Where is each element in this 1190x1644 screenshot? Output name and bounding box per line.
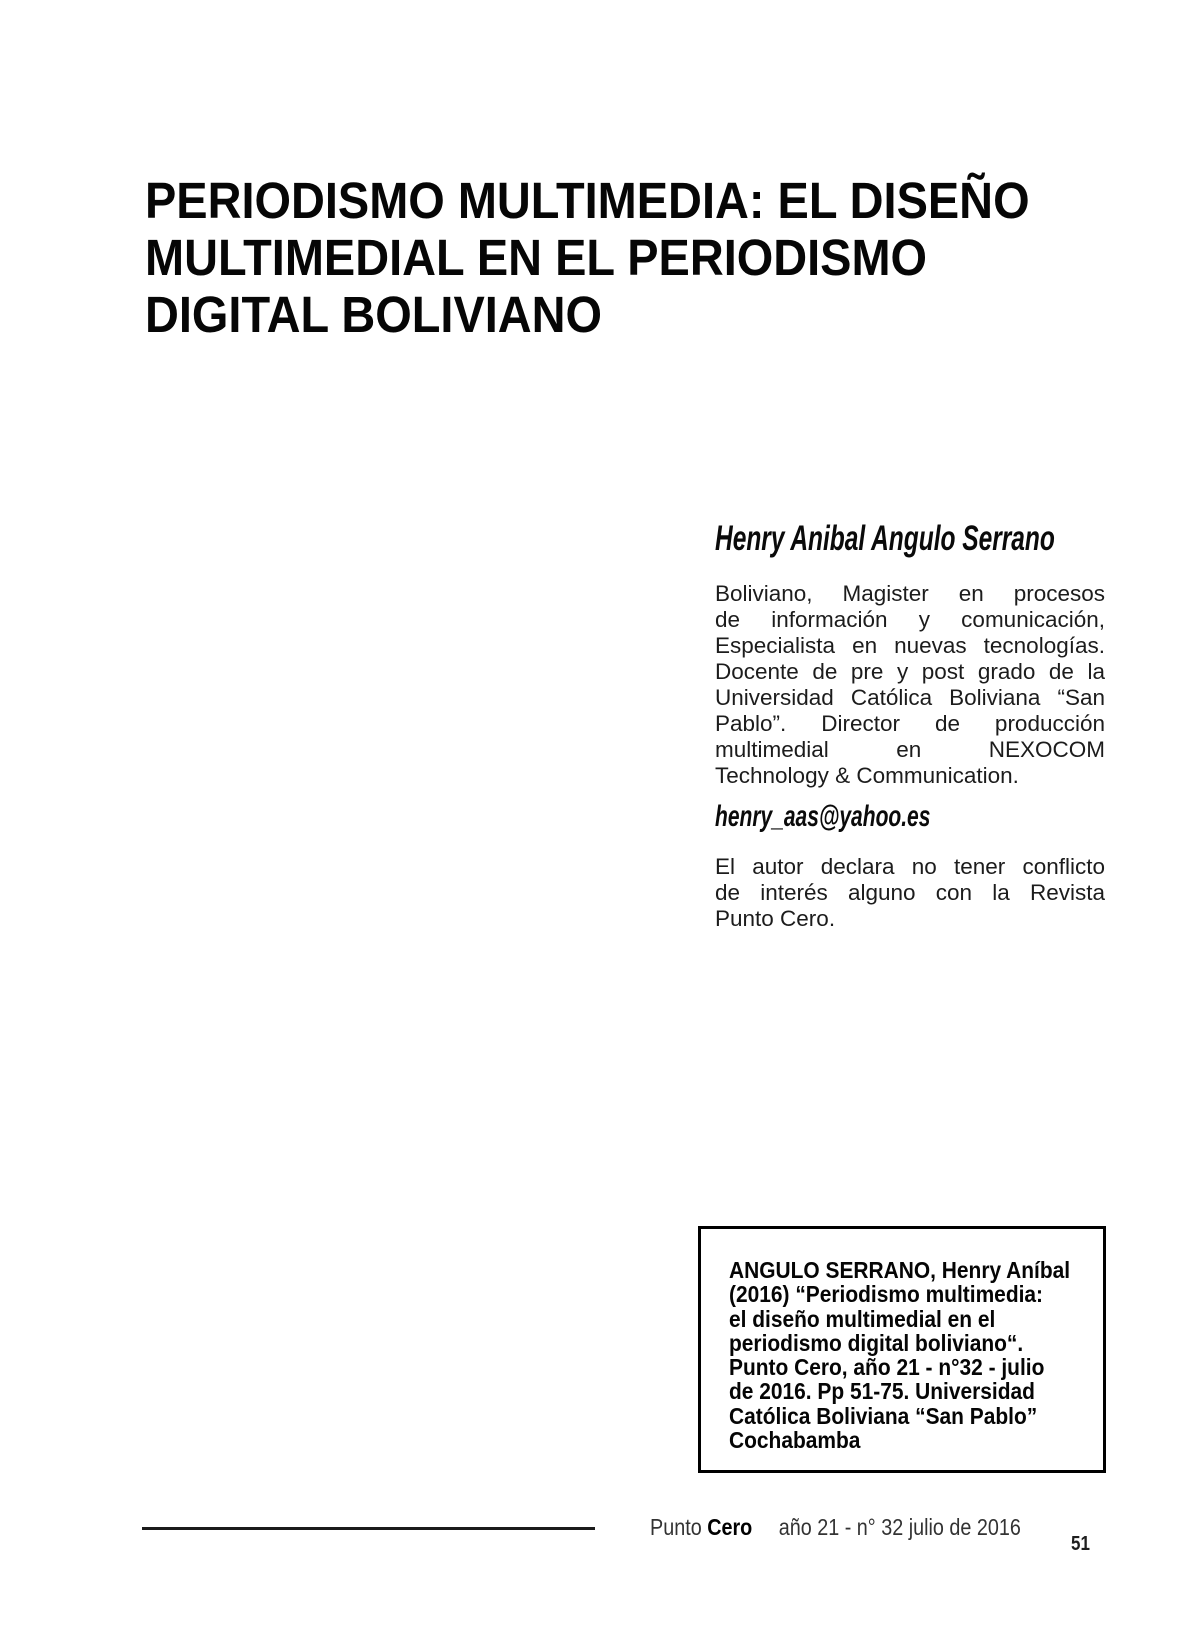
bio-line: Universidad Católica Boliviana “San [715,685,1105,710]
journal-name: Punto [650,1514,702,1540]
bio-line: de información y comunicación, [715,607,1105,632]
citation-line: Católica Boliviana “San Pablo” [729,1402,1038,1429]
bio-line: Boliviano, Magister en procesos [715,581,1105,606]
conflict-line: de interés alguno con la Revista [715,880,1105,905]
citation-line: Punto Cero, año 21 - n°32 - julio [729,1354,1045,1381]
article-title-line: DIGITAL BOLIVIANO [145,286,603,343]
citation-line: (2016) “Periodismo multimedia: [729,1281,1044,1308]
author-name: Henry Anibal Angulo Serrano [715,519,1055,558]
bio-line: Especialista en nuevas tecnologías. [715,633,1105,658]
journal-name-bold: Cero [707,1514,753,1540]
conflict-line: El autor declara no tener conflicto [715,854,1105,879]
citation-line: periodismo digital boliviano“. [729,1329,1024,1356]
article-title-line: PERIODISMO MULTIMEDIA: EL DISEÑO [145,172,1030,229]
author-email-link[interactable]: henry_aas@yahoo.es [715,800,931,833]
bio-line: Docente de pre y post grado de la [715,659,1105,684]
bio-line: Technology & Communication. [715,763,1019,788]
footer-journal-line [650,1515,1021,1539]
bio-line: Pablo”. Director de producción [715,711,1105,736]
page-number: 51 [1071,1533,1090,1555]
author-bio [715,581,1105,789]
article-title-line: MULTIMEDIAL EN EL PERIODISMO [145,229,928,286]
citation-line: el diseño multimedial en el [729,1305,996,1332]
issue-info: año 21 - n° 32 julio de 2016 [778,1514,1021,1540]
conflict-line: Punto Cero. [715,906,836,931]
footer-rule [142,1527,595,1530]
citation-line: Cochabamba [729,1427,861,1454]
citation-text [729,1258,1070,1452]
conflict-of-interest-note [715,854,1105,932]
citation-line: ANGULO SERRANO, Henry Aníbal [729,1257,1071,1283]
citation-line: de 2016. Pp 51-75. Universidad [729,1378,1035,1405]
bio-line: multimedial en NEXOCOM [715,737,1105,762]
article-title [145,172,1030,343]
citation-box [698,1226,1106,1473]
